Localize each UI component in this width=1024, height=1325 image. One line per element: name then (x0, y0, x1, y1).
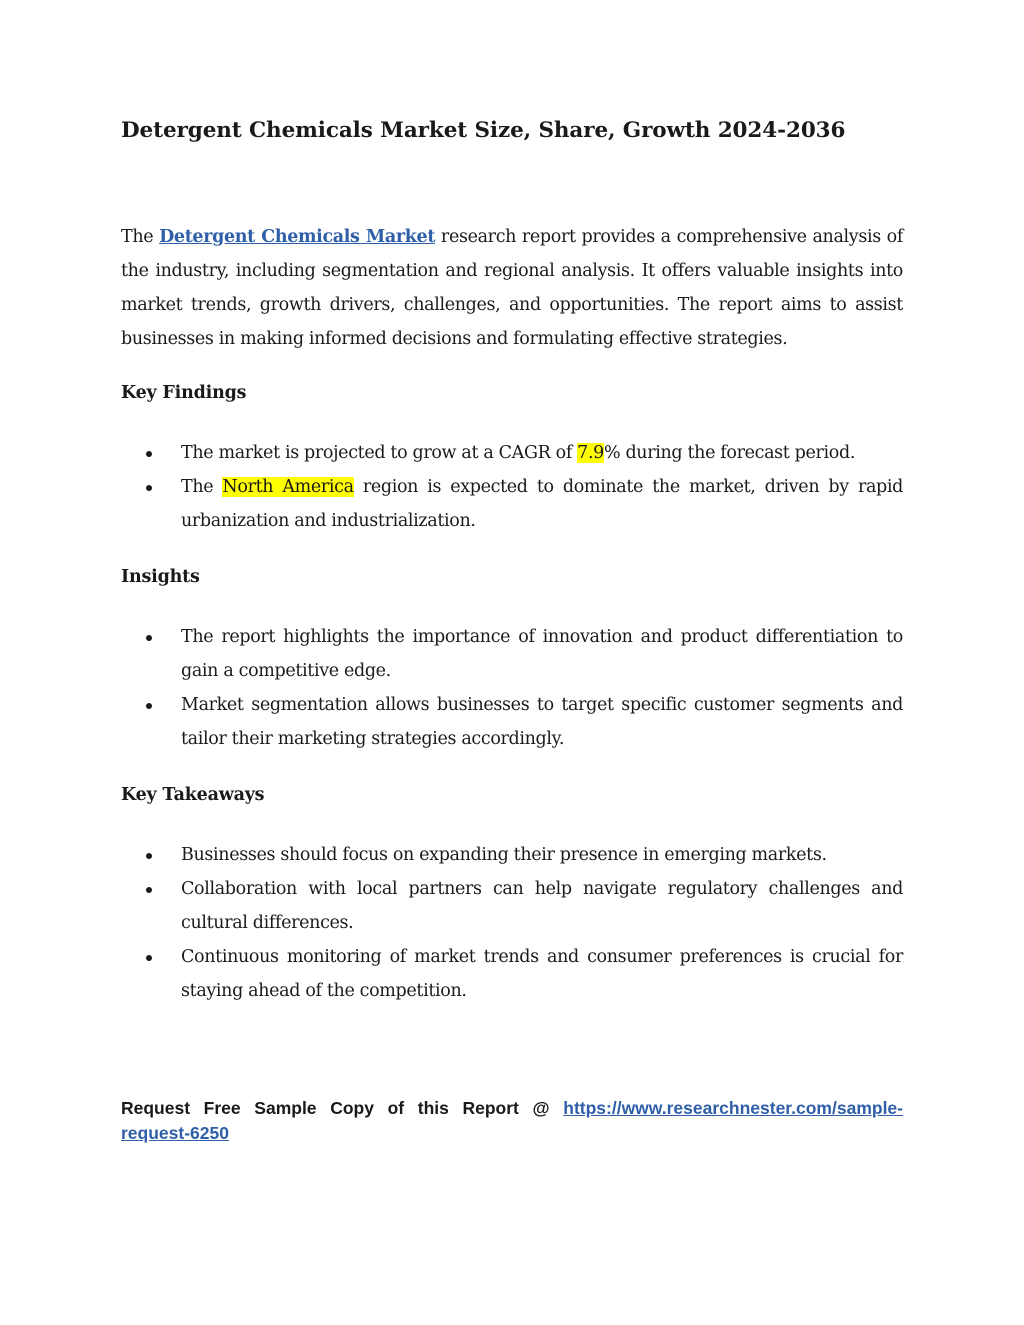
cta-label: Request Free Sample Copy of this Report @ (121, 1098, 564, 1118)
list-item: Businesses should focus on expanding their presence in emerging markets. (121, 838, 903, 872)
list-item: Continuous monitoring of market trends and consumer preferences is crucial for staying ahead of the competition. (121, 940, 903, 1008)
insights-list (121, 620, 903, 756)
bullet-icon (146, 853, 152, 859)
list-item: Market segmentation allows businesses to target specific customer segments and tailor their marketing strategies accordingly. (121, 688, 903, 756)
sample-request-cta (121, 1096, 903, 1146)
list-item: The market is projected to grow at a CAGR of 7.9% during the forecast period. (121, 436, 903, 470)
key-findings-list (121, 436, 903, 538)
bullet-icon (146, 703, 152, 709)
bullet-icon (146, 635, 152, 641)
list-item: The North America region is expected to dominate the market, driven by rapid urbanization and industrialization. (121, 470, 903, 538)
bullet-icon (146, 887, 152, 893)
key-takeaways-heading: Key Takeaways (121, 785, 265, 805)
insights-heading: Insights (121, 567, 200, 587)
list-item: The report highlights the importance of innovation and product differentiation to gain a competitive edge. (121, 620, 903, 688)
bullet-icon (146, 451, 152, 457)
intro-paragraph (121, 220, 903, 356)
key-findings-heading: Key Findings (121, 383, 247, 403)
bullet-icon (146, 485, 152, 491)
list-item: Collaboration with local partners can help navigate regulatory challenges and cultural differences. (121, 872, 903, 940)
sample-request-link[interactable]: https://www.researchnester.com/sample-request-6250 (121, 1098, 903, 1143)
cagr-highlight: 7.9 (577, 443, 604, 463)
page-title: Detergent Chemicals Market Size, Share, Growth 2024-2036 (121, 118, 846, 143)
key-takeaways-list (121, 838, 903, 1008)
market-report-link[interactable]: Detergent Chemicals Market (159, 227, 436, 247)
region-highlight: North America (222, 477, 354, 497)
bullet-icon (146, 955, 152, 961)
intro-suffix: research report provides a comprehensive analysis of the industry, including segmentation and regional analysis. It offers valuable insights into market trends, growth drivers, challenges, and opportunities. The report aims to assist businesses in making informed decisions and formulating effective strategies. (121, 227, 903, 349)
intro-prefix: The (121, 227, 160, 247)
